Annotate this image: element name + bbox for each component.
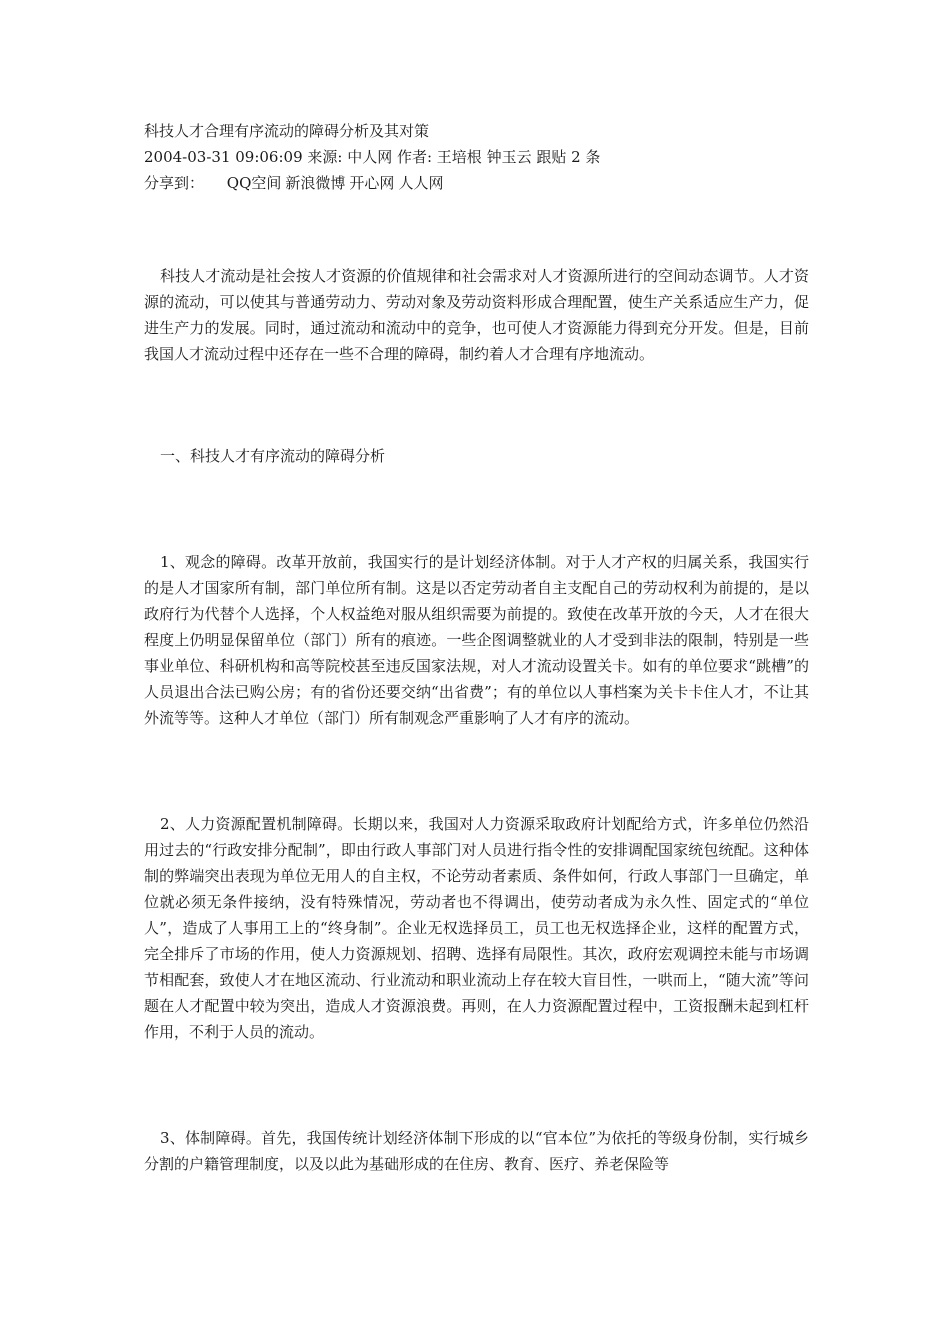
share-link-qzone[interactable]: QQ空间 — [226, 174, 282, 192]
paragraph-allocation-obstacle: 2、人力资源配置机制障碍。长期以来，我国对人力资源采取政府计划配给方式，许多单位仍然沿用过去的“行政安排分配制”，即由行政人事部门对人员进行指令性的安排调配国家统包统配。这种体制的弊端突出表现为单位无用人的自主权，不论劳动者素质、条件如何，行政人事部门一旦确定，单位就必须无条件接纳，没有特殊情况，劳动者也不得调出，使劳动者成为永久性、固定式的“单位人”，造成了人事用工上的“终身制”。企业无权选择员工，员工也无权选择企业，这样的配置方式，完全排斥了市场的作用，使人力资源规划、招聘、选择有局限性。其次，政府宏观调控未能与市场调节相配套，致使人才在地区流动、行业流动和职业流动上存在较大盲目性，一哄而上，“随大流”等问题在人才配置中较为突出，造成人才资源浪费。再则，在人力资源配置过程中，工资报酬未起到杠杆作用，不利于人员的流动。 — [144, 815, 809, 1041]
share-link-kaixin[interactable]: 开心网 — [349, 174, 395, 192]
share-bar — [144, 170, 809, 196]
article-page — [144, 118, 809, 1177]
paragraph-concept-obstacle: 1、观念的障碍。改革开放前，我国实行的是计划经济体制。对于人才产权的归属关系，我国实行的是人才国家所有制，部门单位所有制。这是以否定劳动者自主支配自己的劳动权利为前提的，是以政府行为代替个人选择，个人权益绝对服从组织需要为前提的。致使在改革开放的今天，人才在很大程度上仍明显保留单位（部门）所有的痕迹。一些企图调整就业的人才受到非法的限制，特别是一些事业单位、科研机构和高等院校甚至违反国家法规，对人才流动设置关卡。如有的单位要求“跳槽”的人员退出合法已购公房；有的省份还要交纳“出省费”；有的单位以人事档案为关卡卡住人才，不让其外流等等。这种人才单位（部门）所有制观念严重影响了人才有序的流动。 — [144, 553, 809, 727]
paragraph-system-obstacle: 3、体制障碍。首先，我国传统计划经济体制下形成的以“官本位”为依托的等级身份制，实行城乡分割的户籍管理制度，以及以此为基础形成的在住房、教育、医疗、养老保险等 — [144, 1129, 809, 1173]
share-label: 分享到： — [144, 174, 205, 192]
intro-paragraph: 科技人才流动是社会按人才资源的价值规律和社会需求对人才资源所进行的空间动态调节。人才资源的流动，可以使其与普通劳动力、劳动对象及劳动资料形成合理配置，使生产关系适应生产力，促进生产力的发展。同时，通过流动和流动中的竞争，也可使人才资源能力得到充分开发。但是，目前我国人才流动过程中还存在一些不合理的障碍，制约着人才合理有序地流动。 — [144, 267, 809, 363]
article-title: 科技人才合理有序流动的障碍分析及其对策 — [144, 122, 430, 140]
share-link-weibo[interactable]: 新浪微博 — [285, 174, 346, 192]
article-meta: 2004-03-31 09:06:09 来源: 中人网 作者: 王培根 钟玉云 跟贴 2 条 — [144, 148, 601, 166]
share-link-renren[interactable]: 人人网 — [398, 174, 444, 192]
section-heading: 一、科技人才有序流动的障碍分析 — [160, 447, 386, 465]
